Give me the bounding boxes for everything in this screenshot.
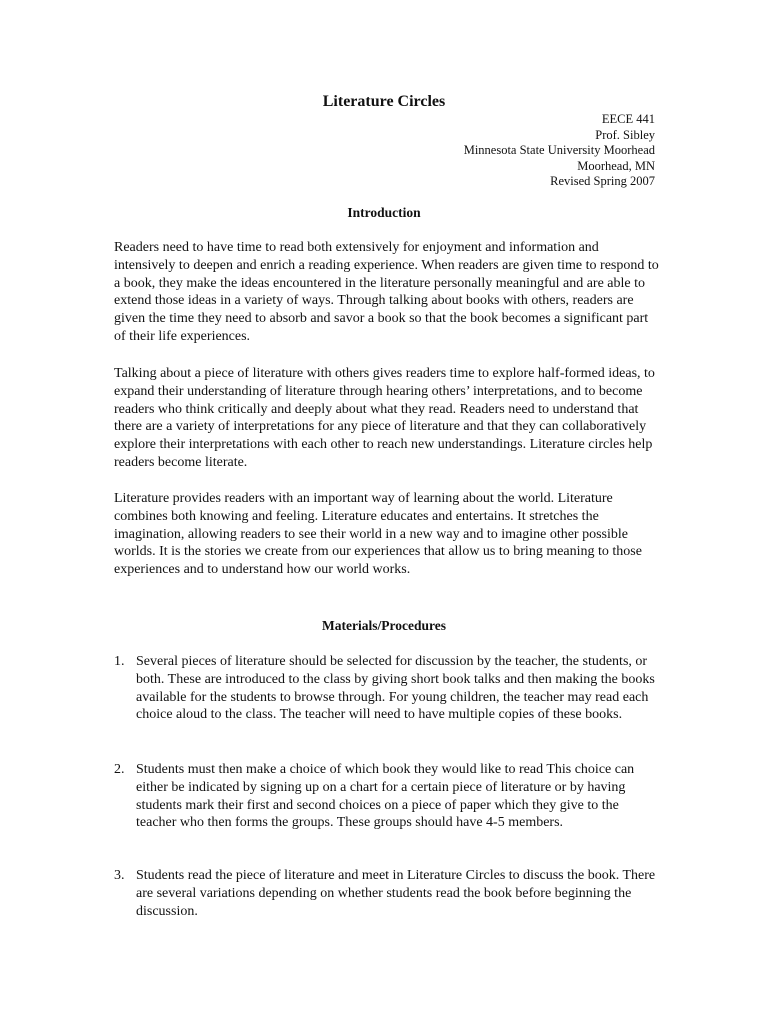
list-item-text: Students must then make a choice of which book they would like to read This choice can either be indicated by signing up on a chart for a certain piece of literature or by having students mark their first and second choices on a piece of paper which they give to the teacher who then forms the groups. These groups should have 4-5 members. [136,762,635,831]
intro-paragraph-2: Talking about a piece of literature with others gives readers time to explore half-formed ideas, to expand their understanding of literature through hearing others’ interpretations, and to become readers who think critically and deeply about what they read. Readers need to understand that there are a variety of interpretations for any piece of literature and that they can collaboratively explore their interpretations with each other to reach new understandings. Literature circles help readers become literate. [114,366,655,470]
intro-paragraph-1: Readers need to have time to read both extensively for enjoyment and information and intensively to deepen and enrich a reading experience. When readers are given time to respond to a book, they make the ideas encountered in the literature personally meaningful and are able to extend those ideas in a variety of ways. Through talking about books with others, readers are given the time they need to absorb and savor a book so that the book becomes a significant part of their life experiences. [114,240,659,344]
list-item-number: 3. [114,868,125,883]
introduction-heading: Introduction [347,205,421,220]
location: Moorhead, MN [577,158,655,173]
course-info-block [464,112,655,190]
list-item [114,867,659,920]
document-title: Literature Circles [322,93,446,110]
university-name: Minnesota State University Moorhead [463,143,655,157]
course-code: EECE 441 [601,112,655,126]
materials-heading: Materials/Procedures [322,618,446,633]
professor-name: Prof. Sibley [595,127,655,142]
list-item-text: Several pieces of literature should be selected for discussion by the teacher, the students, or both. These are introduced to the class by giving short book talks and then making the books available for the students to browse through. For young children, the teacher may read each choice aloud to the class. The teacher will need to have multiple copies of these books. [136,654,655,723]
list-item [114,653,659,724]
list-item-number: 1. [114,654,125,669]
list-item-number: 2. [114,762,125,777]
list-item-text: Students read the piece of literature and meet in Literature Circles to discuss the book. There are several variations depending on whether students read the book before beginning the discussion. [136,868,656,919]
list-item [114,761,659,832]
revision-date: Revised Spring 2007 [550,174,655,188]
intro-paragraph-3: Literature provides readers with an important way of learning about the world. Literature combines both knowing and feeling. Literature educates and entertains. It stretches the imagination, allowing readers to see their world in a new way and to imagine other possible worlds. It is the stories we create from our experiences that allow us to bring meaning to those experiences and to understand how our world works. [114,491,642,578]
